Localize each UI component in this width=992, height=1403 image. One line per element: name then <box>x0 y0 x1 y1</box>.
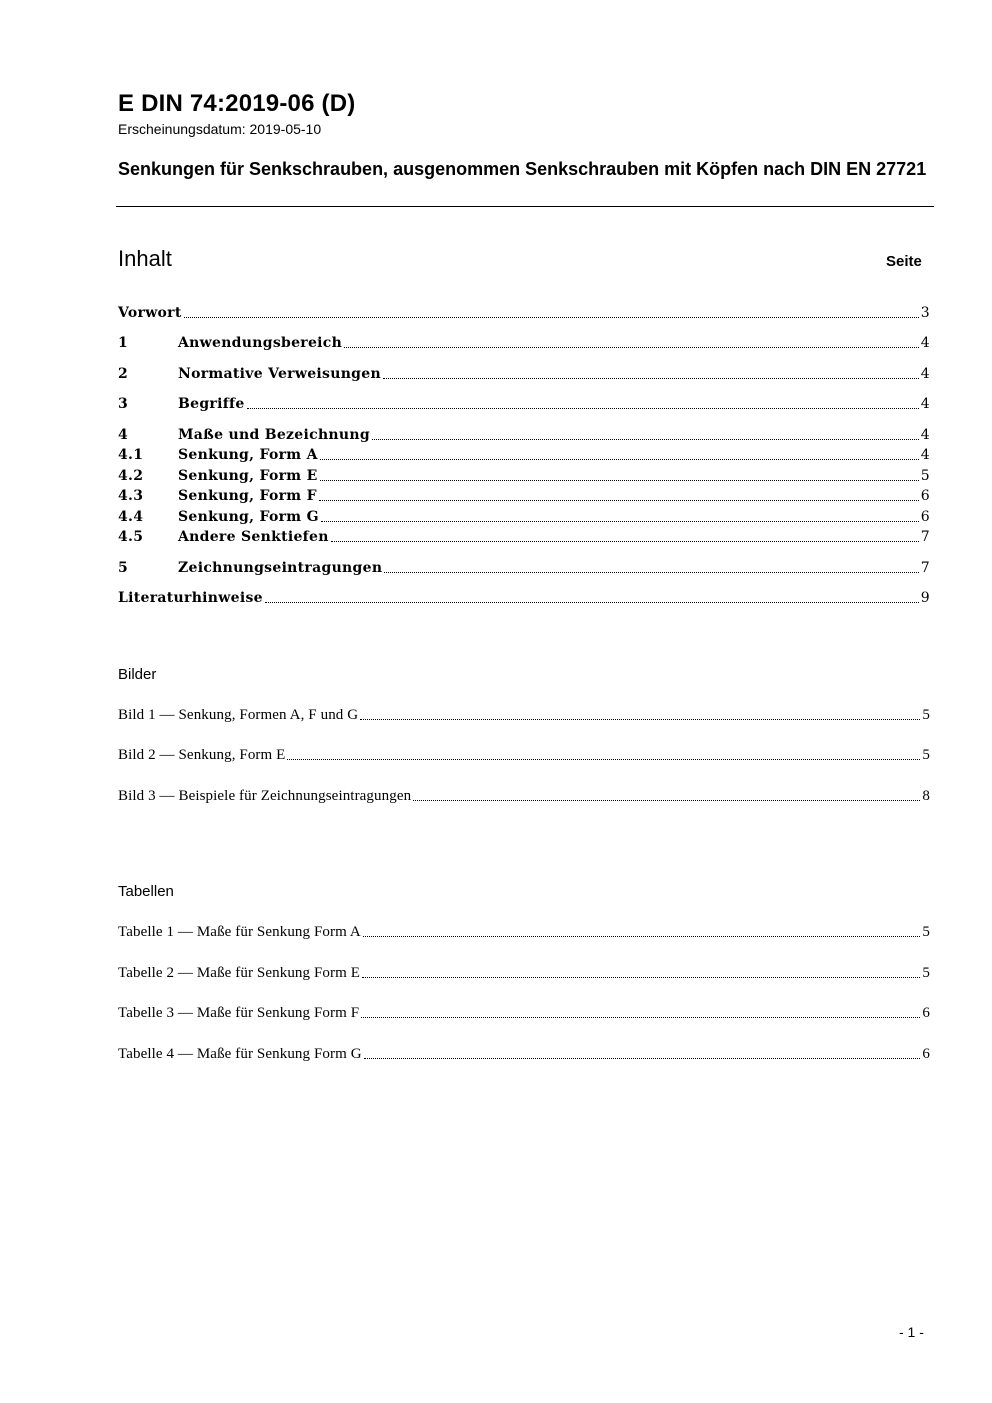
toc-entry-text: Senkung, Form G <box>178 509 319 525</box>
toc-entry-number: 4.4 <box>118 509 144 525</box>
dot-leader <box>360 715 920 720</box>
dot-leader <box>363 932 921 937</box>
dot-leader <box>331 537 919 542</box>
figure-entry-text: Bild 1 — Senkung, Formen A, F und G <box>118 707 359 723</box>
toc-entry-number: 4.3 <box>118 488 144 504</box>
toc-entry-number: 5 <box>118 560 129 576</box>
toc-entry-page: 3 <box>920 305 930 321</box>
toc-entry-number: 4.2 <box>118 468 144 484</box>
table-entry[interactable] <box>118 964 930 982</box>
dot-leader <box>384 568 918 573</box>
toc-entry-text: Andere Senktiefen <box>178 529 329 545</box>
toc-entry-text: Vorwort <box>118 305 182 321</box>
toc-entry-number: 4.1 <box>118 447 144 463</box>
dot-leader <box>265 598 919 603</box>
document-title: Senkungen für Senkschrauben, ausgenommen Senkschrauben mit Köpfen nach DIN EN 27721 <box>118 159 927 179</box>
toc-entry-3[interactable] <box>118 395 930 413</box>
toc-entry-literaturhinweise[interactable] <box>118 589 930 607</box>
toc-entry-page: 4 <box>920 447 930 463</box>
table-entry-text: Tabelle 4 — Maße für Senkung Form G <box>118 1046 362 1062</box>
figure-entry[interactable] <box>118 787 930 805</box>
table-entry[interactable] <box>118 923 930 941</box>
toc-entry-number: 3 <box>118 396 129 412</box>
toc-entry-text: Anwendungsbereich <box>178 335 343 351</box>
dot-leader <box>321 517 919 522</box>
toc-entry-4-5[interactable] <box>118 528 930 546</box>
toc-entry-text: Maße und Bezeichnung <box>178 427 370 443</box>
dot-leader <box>344 343 919 348</box>
figure-entry[interactable] <box>118 706 930 724</box>
toc-entry-text: Zeichnungseintragungen <box>178 560 383 576</box>
toc-entry-number: 2 <box>118 366 129 382</box>
table-entry[interactable] <box>118 1004 930 1022</box>
table-entry-text: Tabelle 3 — Maße für Senkung Form F <box>118 1005 360 1021</box>
toc-entry-vorwort[interactable] <box>118 304 930 322</box>
toc-entry-page: 6 <box>920 488 930 504</box>
toc-entry-page: 4 <box>920 335 930 351</box>
dot-leader <box>362 973 920 978</box>
toc-entry-text: Senkung, Form F <box>178 488 317 504</box>
toc-entry-page: 4 <box>920 396 930 412</box>
table-entry-page: 5 <box>922 924 930 940</box>
figures-heading: Bilder <box>118 666 157 683</box>
figure-entry-text: Bild 2 — Senkung, Form E <box>118 747 286 763</box>
table-entry-page: 6 <box>922 1005 930 1021</box>
publication-date: Erscheinungsdatum: 2019-05-10 <box>118 121 322 137</box>
toc-entry-1[interactable] <box>118 334 930 352</box>
table-entry-page: 6 <box>922 1046 930 1062</box>
toc-entry-page: 7 <box>920 529 930 545</box>
dot-leader <box>184 313 919 318</box>
toc-entry-page: 6 <box>920 509 930 525</box>
title-divider <box>116 206 934 207</box>
table-entry[interactable] <box>118 1045 930 1063</box>
figure-entry-page: 5 <box>922 707 930 723</box>
figure-entry[interactable] <box>118 746 930 764</box>
table-entry-text: Tabelle 2 — Maße für Senkung Form E <box>118 965 360 981</box>
figure-entry-page: 8 <box>922 788 930 804</box>
document-id: E DIN 74:2019-06 (D) <box>118 90 356 117</box>
toc-entry-4-4[interactable] <box>118 508 930 526</box>
toc-entry-page: 7 <box>920 560 930 576</box>
toc-entry-2[interactable] <box>118 365 930 383</box>
toc-entry-text: Begriffe <box>178 396 245 412</box>
table-entry-text: Tabelle 1 — Maße für Senkung Form A <box>118 924 361 940</box>
dot-leader <box>372 435 919 440</box>
toc-page-column-label: Seite <box>886 253 922 270</box>
toc-entry-5[interactable] <box>118 559 930 577</box>
toc-entry-page: 9 <box>920 590 930 606</box>
toc-entry-number: 4.5 <box>118 529 144 545</box>
toc-entry-page: 4 <box>920 366 930 382</box>
toc-entry-text: Senkung, Form E <box>178 468 318 484</box>
dot-leader <box>383 374 919 379</box>
dot-leader <box>287 755 920 760</box>
dot-leader <box>320 455 919 460</box>
figure-entry-text: Bild 3 — Beispiele für Zeichnungseintragungen <box>118 788 412 804</box>
toc-entry-4-1[interactable] <box>118 446 930 464</box>
toc-entry-page: 4 <box>920 427 930 443</box>
tables-heading: Tabellen <box>118 883 174 900</box>
toc-entry-4[interactable] <box>118 426 930 444</box>
toc-heading: Inhalt <box>118 246 172 271</box>
dot-leader <box>319 496 919 501</box>
dot-leader <box>361 1013 920 1018</box>
toc-entry-text: Literaturhinweise <box>118 590 263 606</box>
dot-leader <box>247 404 919 409</box>
table-entry-page: 5 <box>922 965 930 981</box>
toc-entry-4-2[interactable] <box>118 467 930 485</box>
dot-leader <box>320 476 919 481</box>
toc-entry-text: Normative Verweisungen <box>178 366 381 382</box>
toc-entry-number: 4 <box>118 427 129 443</box>
toc-entry-4-3[interactable] <box>118 487 930 505</box>
page-number: - 1 - <box>899 1324 924 1340</box>
figure-entry-page: 5 <box>922 747 930 763</box>
toc-entry-page: 5 <box>920 468 930 484</box>
dot-leader <box>413 796 920 801</box>
toc-entry-number: 1 <box>118 335 129 351</box>
toc-entry-text: Senkung, Form A <box>178 447 318 463</box>
dot-leader <box>364 1054 921 1059</box>
